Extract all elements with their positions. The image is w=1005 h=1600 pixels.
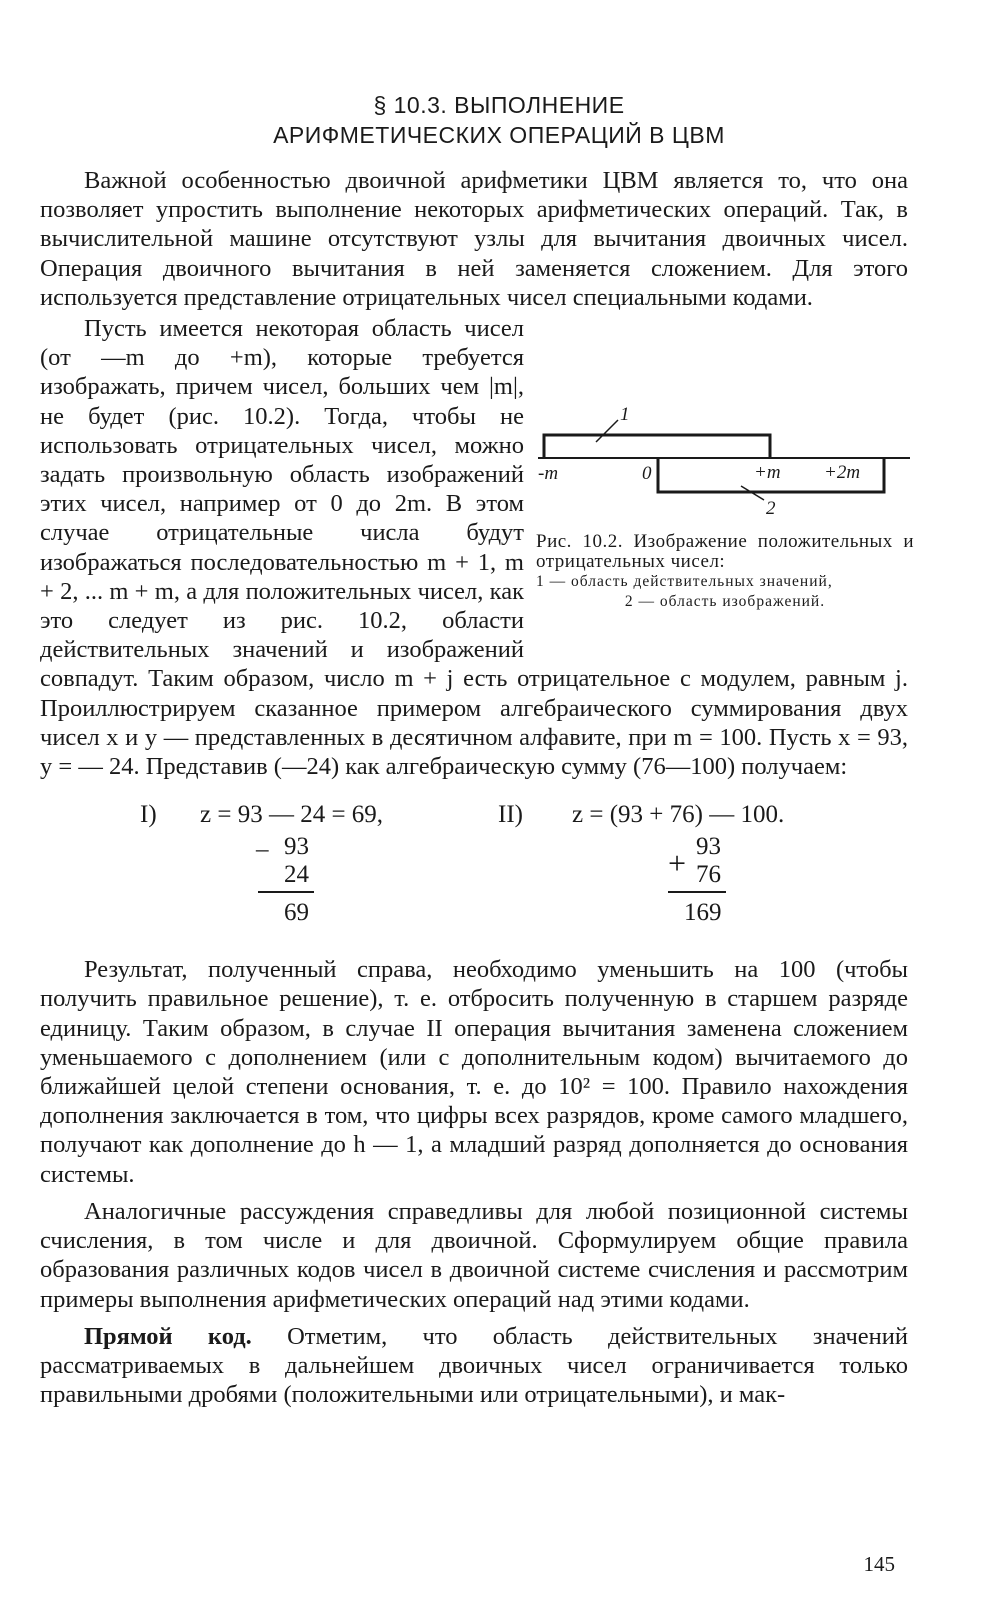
paragraph-1: Важной особенностью двоичной арифметики ЦВМ является то, что она позволяет упростить выполнение некоторых арифметических операций. Так, в вычислительной машине отсутствуют узлы для вычитания двоичных чисел. Операция двоичного вычитания в ней заменяется сложением. Для этого используется представление отрицательных чисел специальными кодами. [40, 167, 908, 311]
case-1-minuend: 93 [284, 833, 309, 861]
label-1: 1 [620, 404, 630, 426]
figure-caption-legend-1: 1 — область действительных значений, [536, 573, 833, 591]
figure-caption [536, 532, 914, 612]
section-heading-line-1: § 10.3. ВЫПОЛНЕНИЕ [373, 92, 625, 118]
paragraph-5 [40, 1322, 908, 1410]
case-2-addend-2: 76 [696, 861, 721, 889]
paragraph-3: Результат, полученный справа, необходимо уменьшить на 100 (чтобы получить правильное решение), т. е. отбросить полученную в старшем разряде единицу. Таким образом, в случае II операция вычитания заменена сложением уменьшаемого с дополнением (или с дополнительным кодом) вычитаемого до ближайшей целой степени основания, т. е. до 10² = 100. Правило нахождения дополнения заключается в том, что цифры всех разрядов, кроме самого младшего, получают как дополнение до h — 1, а младший разряд дополняется до основания системы. [40, 956, 908, 1188]
label-plus-2m: +2m [824, 462, 861, 484]
paragraph-4: Аналогичные рассуждения справедливы для любой позиционной системы счисления, в том числе и для двоичной. Сформулируем общие правила образования различных кодов чисел в двоичной системе счисления и рассмотрим примеры выполнения арифметических операций над этими кодами. [40, 1197, 908, 1313]
label-minus-m: -m [538, 463, 559, 485]
case-1-operator: _ [256, 827, 269, 855]
case-1-expression: z = 93 — 24 = 69, [200, 801, 384, 829]
figure-diagram [536, 402, 914, 532]
case-2-rule [668, 891, 726, 893]
case-1-subtrahend: 24 [284, 861, 309, 889]
case-2-result: 169 [684, 899, 722, 927]
section-heading [90, 90, 908, 150]
figure-caption-title: Рис. 10.2. Изображение положительных и отрицательных чисел: [536, 531, 914, 573]
case-2-addend-1: 93 [696, 833, 721, 861]
case-1-rule [258, 891, 314, 893]
case-2-operator: + [668, 845, 687, 882]
label-2: 2 [766, 498, 776, 520]
figure-caption-legend-2: 2 — область изображений. [624, 593, 826, 611]
case-1-result: 69 [284, 899, 309, 927]
worked-example [40, 795, 908, 945]
paragraph-2: Пусть имеется некоторая область чисел (от —m до +m), которые требуется изображать, причем чисел, больших чем |m|, не будет (рис. 10.2). Тогда, чтобы не использовать отрицательных чисел, можно задать произвольную область изображений этих чисел, например от 0 до 2m. В этом случае отрицательные числа будут изображаться последовательностью m + 1, m + 2, ... m + m, а для положительных чисел, как это следует из рис. 10.2, области действительных значений и изображений совпадут. Таким образом, число m + j есть отрицательное с модулем, равным j. Проиллюстрируем сказанное примером алгебраического суммирования двух чисел x и y — представленных в десятичном алфавите, при m = 100. Пусть x = 93, y = — 24. Представив (—24) как алгебраическую сумму (76—100) получаем: [40, 315, 908, 781]
page-body [40, 90, 914, 1409]
leader-1 [596, 420, 618, 442]
case-2-label: II) [498, 801, 523, 829]
case-1-label: I) [140, 801, 157, 829]
label-zero: 0 [642, 463, 652, 485]
case-2-expression: z = (93 + 76) — 100. [572, 801, 785, 829]
paragraph-5-text: Отметим, что область действительных значений рассматриваемых в дальнейшем двоичных чисел ограничивается только правильными дробями (положительными или отрицательными), и мак- [40, 1322, 908, 1409]
page-number: 145 [863, 1552, 895, 1576]
figure-10-2 [536, 402, 914, 652]
term-direct-code: Прямой код. [84, 1322, 252, 1350]
region-1-bracket [544, 435, 770, 458]
label-plus-m: +m [754, 462, 781, 484]
section-heading-line-2: АРИФМЕТИЧЕСКИХ ОПЕРАЦИЙ В ЦВМ [273, 122, 725, 148]
